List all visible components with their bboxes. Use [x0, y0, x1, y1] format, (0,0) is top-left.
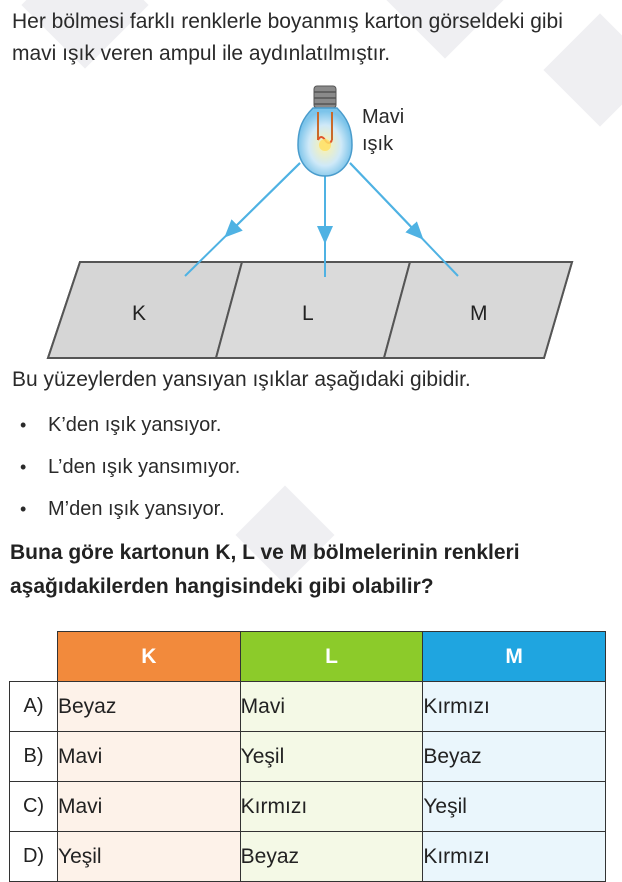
table-row[interactable]: [10, 782, 606, 832]
cell-m: Yeşil: [423, 782, 606, 832]
intro-text: Her bölmesi farklı renklerle boyanmış karton görseldeki gibi mavi ışık veren ampul ile aydınlatılmıştır.: [12, 10, 563, 65]
bullet-icon: •: [20, 415, 27, 435]
cell-k: Yeşil: [58, 832, 241, 882]
table-header-m: M: [423, 632, 606, 682]
light-rays: [185, 163, 458, 277]
table-header-empty: [10, 632, 58, 682]
light-bulb-icon: [298, 86, 352, 176]
table-header-row: [10, 632, 606, 682]
bullet-icon: •: [20, 457, 27, 477]
table-header-k: K: [58, 632, 241, 682]
cell-m: Kırmızı: [423, 832, 606, 882]
table-row[interactable]: [10, 832, 606, 882]
list-item: [20, 488, 240, 530]
option-label[interactable]: C): [10, 782, 58, 832]
list-item: [20, 446, 240, 488]
table-row[interactable]: [10, 732, 606, 782]
bullet-icon: •: [20, 499, 27, 519]
cell-m: Kırmızı: [423, 682, 606, 732]
cell-k: Beyaz: [58, 682, 241, 732]
table-row[interactable]: [10, 682, 606, 732]
question-text: Buna göre kartonun K, L ve M bölmelerinin renkleri aşağıdakilerden hangisindeki gibi olabilir?: [10, 541, 520, 598]
option-label[interactable]: A): [10, 682, 58, 732]
option-label[interactable]: B): [10, 732, 58, 782]
reflection-intro: Bu yüzeylerden yansıyan ışıklar aşağıdaki gibidir.: [12, 368, 471, 391]
bullet-text: M’den ışık yansıyor.: [48, 498, 225, 520]
cell-k: Mavi: [58, 732, 241, 782]
cell-l: Kırmızı: [240, 782, 423, 832]
light-label: [362, 104, 404, 158]
reflection-list: [20, 404, 240, 530]
bullet-text: K’den ışık yansıyor.: [48, 414, 222, 436]
cell-l: Yeşil: [240, 732, 423, 782]
bullet-text: L’den ışık yansımıyor.: [48, 456, 241, 478]
light-label-line2: ışık: [362, 133, 394, 155]
cell-m: Beyaz: [423, 732, 606, 782]
light-label-line1: Mavi: [362, 106, 405, 128]
cell-l: Beyaz: [240, 832, 423, 882]
list-item: [20, 404, 240, 446]
bulb-cardboard-figure: [0, 80, 622, 365]
section-label-m: M: [470, 302, 488, 325]
answer-table: [9, 631, 606, 882]
section-label-l: L: [302, 302, 314, 325]
cell-k: Mavi: [58, 782, 241, 832]
table-header-l: L: [240, 632, 423, 682]
cell-l: Mavi: [240, 682, 423, 732]
option-label[interactable]: D): [10, 832, 58, 882]
section-label-k: K: [132, 302, 147, 325]
